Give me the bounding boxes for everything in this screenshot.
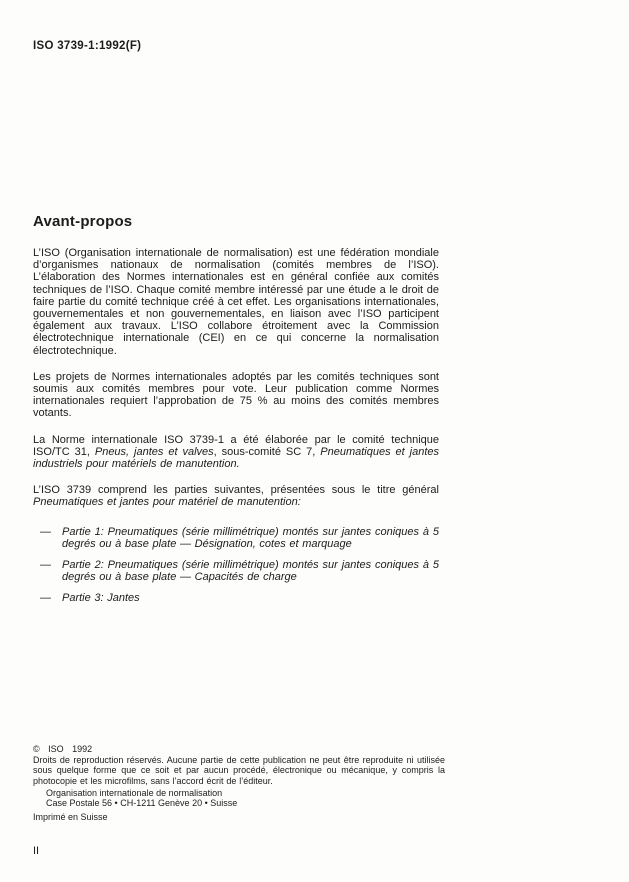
paragraph-vote-procedure: Les projets de Normes internationales adoptés par les comités techniques sont soumis aux comités membres pour vote. Leur publication comme Normes internationales requiert l’approbation de 75 % au moins des comités membres votants. bbox=[33, 370, 439, 420]
paragraph-committee-italic-1: Pneus, jantes et valves bbox=[94, 445, 214, 458]
paragraph-committee-italic-2: Pneumatiques et jantes industriels pour matériels de manutention. bbox=[33, 445, 439, 471]
list-item-text: Partie 3: Jantes bbox=[62, 592, 140, 605]
paragraph-iso-description: L’ISO (Organisation internationale de normalisation) est une fédération mondiale d’organismes nationaux de normalisation (comités membres de l’ISO). L’élaboration des Normes internationales est en général confiée aux comités techniques de l’ISO. Chaque comité membre intéressé par une étude a le droit de faire partie du comité technique créé à cet effet. Les organisations internationales, gouvernementales et non gouvernementales, en liaison avec l’ISO participent également aux travaux. L’ISO collabore étroitement avec la Commission électrotechnique internationale (CEI) en ce qui concerne la normalisation électrotechnique. bbox=[33, 247, 439, 357]
paragraph-parts-intro-italic: Pneumatiques et jantes pour matériel de manutention: bbox=[33, 496, 301, 509]
paragraph-committee-text-1: La Norme internationale ISO 3739-1 a été élaborée par le comité technique ISO/TC 31, bbox=[33, 433, 439, 458]
paragraph-parts-intro-text: L’ISO 3739 comprend les parties suivantes, présentées sous le titre général bbox=[33, 484, 439, 497]
list-item-part-2 bbox=[33, 559, 439, 583]
rights-notice: Droits de reproduction réservés. Aucune partie de cette publication ne peut être reproduite ni utilisée sous quelque forme que ce soit et par aucun procédé, électronique ou mécanique, y compris la photocopie et les microfilms, sans l’accord écrit de l’éditeur. bbox=[33, 755, 445, 786]
paragraph-parts-intro bbox=[33, 484, 439, 508]
printed-note: Imprimé en Suisse bbox=[33, 812, 108, 823]
list-item-part-1 bbox=[33, 526, 439, 550]
paragraph-committee bbox=[33, 434, 439, 471]
list-item-part-3 bbox=[33, 592, 439, 604]
page-number: II bbox=[33, 845, 40, 857]
list-item-text: Partie 2: Pneumatiques (série millimétrique) montés sur jantes coniques à 5 degrés ou à base plate — Capacités de charge bbox=[62, 559, 439, 584]
copyright-line: © ISO 1992 bbox=[33, 744, 93, 754]
parts-list bbox=[33, 526, 439, 605]
section-title: Avant-propos bbox=[33, 213, 133, 230]
list-item-text: Partie 1: Pneumatiques (série millimétrique) montés sur jantes coniques à 5 degrés ou à base plate — Désignation, cotes et marquage bbox=[62, 525, 439, 550]
document-reference: ISO 3739-1:1992(F) bbox=[33, 40, 142, 52]
publisher-block bbox=[46, 788, 445, 808]
publisher-address: Case Postale 56 • CH-1211 Genève 20 • Suisse bbox=[46, 798, 238, 809]
list-dash: — bbox=[40, 592, 51, 605]
list-dash: — bbox=[40, 525, 51, 538]
paragraph-committee-text-2: , sous-comité SC 7, bbox=[213, 445, 321, 458]
publisher-name: Organisation internationale de normalisation bbox=[46, 787, 223, 798]
list-dash: — bbox=[40, 559, 51, 572]
foreword-section bbox=[33, 213, 439, 614]
footer bbox=[33, 744, 445, 822]
